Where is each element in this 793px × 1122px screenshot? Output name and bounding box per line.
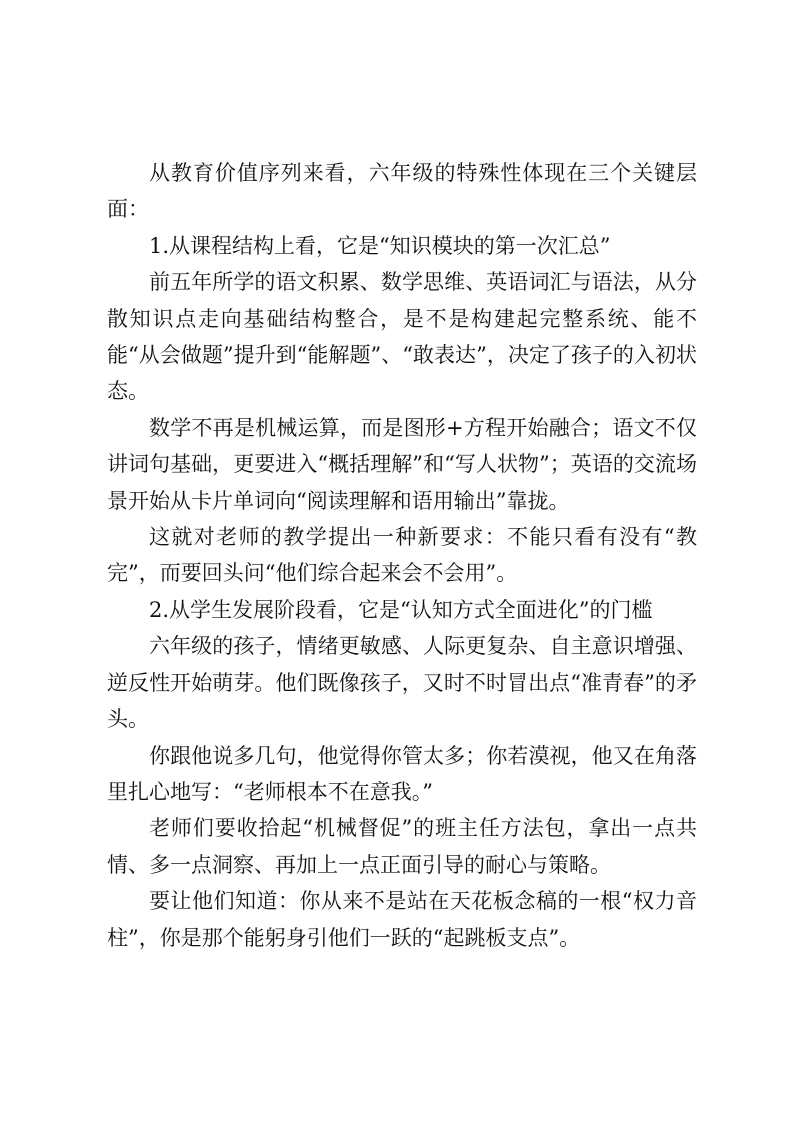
paragraph: 老师们要收拾起“机械督促”的班主任方法包，拿出一点共情、多一点洞察、再加上一点正面引导的耐心与策略。 bbox=[107, 816, 697, 877]
paragraph: 数学不再是机械运算，而是图形+方程开始融合；语文不仅讲词句基础，更要进入“概括理解”和“写人状物”；英语的交流场景开始从卡片单词向“阅读理解和语用输出”靠拢。 bbox=[107, 415, 697, 513]
paragraph: 要让他们知道：你从来不是站在天花板念稿的一根“权力音柱”，你是那个能躬身引他们一跃的“起跳板支点”。 bbox=[107, 889, 697, 950]
paragraph: 这就对老师的教学提出一种新要求：不能只看有没有“教完”，而要回头问“他们综合起来会不会用”。 bbox=[107, 525, 697, 586]
paragraph-intro: 从教育价值序列来看，六年级的特殊性体现在三个关键层面： bbox=[107, 161, 697, 222]
section-heading-1: 1.从课程结构上看，它是“知识模块的第一次汇总” bbox=[149, 233, 611, 258]
paragraph: 六年级的孩子，情绪更敏感、人际更复杂、自主意识增强、逆反性开始萌芽。他们既像孩子，又时不时冒出点“准青春”的矛头。 bbox=[107, 634, 697, 732]
paragraph: 你跟他说多几句，他觉得你管太多；你若漠视，他又在角落里扎心地写：“老师根本不在意我。” bbox=[107, 743, 697, 804]
document-body bbox=[107, 155, 697, 956]
paragraph: 前五年所学的语文积累、数学思维、英语词汇与语法，从分散知识点走向基础结构整合，是不是构建起完整系统、能不能“从会做题”提升到“能解题”、“敢表达”，决定了孩子的入初状态。 bbox=[107, 270, 697, 404]
section-heading-2: 2.从学生发展阶段看，它是“认知方式全面进化”的门槛 bbox=[149, 597, 653, 622]
